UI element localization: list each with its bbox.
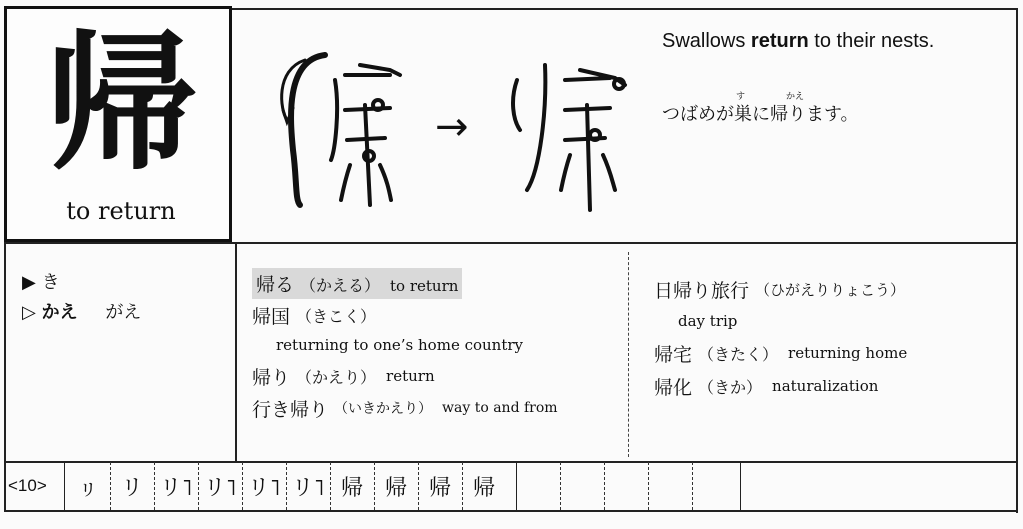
vocab-gloss: day trip [678, 312, 738, 330]
example-english-before: Swallows [662, 30, 751, 52]
vocab-item [252, 360, 624, 392]
vocab-kana: （きか） [698, 377, 763, 397]
stroke-step-2: リ [120, 475, 143, 501]
vocab-divider [628, 252, 629, 457]
vocab-gloss: naturalization [772, 377, 879, 395]
vocab-list-right [654, 272, 1014, 402]
stroke-step-5: リ˥ [247, 475, 281, 501]
ancient-form-1 [282, 55, 400, 205]
kun-reading: き [41, 272, 60, 293]
on-marker: ▷ [22, 302, 36, 323]
frame-divider-horizontal [4, 242, 1017, 244]
vocab-kana: （きこく） [296, 306, 377, 326]
vocab-item [654, 336, 1014, 370]
on-reading-main: かえ [41, 302, 78, 323]
origin-arrow: → [435, 104, 469, 150]
kun-marker: ▶ [22, 272, 36, 293]
vocab-item [252, 300, 624, 330]
stroke-step-8: 帰 [384, 475, 407, 501]
kanji-meaning: to return [66, 197, 176, 225]
frame-left [4, 242, 6, 512]
example-english-bold: return [750, 30, 809, 52]
ruby-su: す [736, 92, 746, 102]
example-english-after: to their nests. [808, 30, 935, 52]
vocab-kana: （きたく） [698, 344, 779, 364]
stroke-step-9: 帰 [428, 475, 451, 501]
vocab-item [252, 266, 624, 300]
kun-reading-row [22, 268, 141, 298]
on-reading-row [22, 298, 141, 328]
vocab-kana: （いきかえり） [334, 401, 433, 417]
vocab-word: 日帰り旅行 [654, 279, 750, 302]
vocab-item [654, 306, 1014, 336]
origin-illustration [265, 50, 645, 220]
stroke-divider [604, 462, 605, 510]
vocab-gloss: to return [390, 276, 459, 295]
vocab-gloss: returning home [788, 344, 908, 362]
example-japanese: つばめが巣に帰ります。 [662, 104, 859, 125]
readings [22, 268, 141, 328]
stroke-divider [648, 462, 649, 510]
vocab-kana: （ひがえりりょこう） [755, 280, 906, 299]
stroke-step-4: リ˥ [203, 475, 237, 501]
vocab-item [654, 370, 1014, 402]
stroke-divider [64, 462, 65, 510]
vocab-word: 帰る [256, 273, 295, 296]
vocab-word: 帰り [252, 366, 291, 389]
example-english [662, 30, 934, 53]
vocab-gloss: way to and from [442, 400, 558, 416]
vocab-list-left [252, 266, 624, 424]
on-reading-alt: がえ [105, 302, 142, 323]
vocab-word: 帰国 [252, 305, 291, 328]
frame-top [232, 8, 1017, 10]
vocab-gloss: return [386, 367, 435, 385]
ancient-form-2 [513, 65, 625, 210]
stroke-divider [740, 462, 741, 510]
vocab-word: 帰宅 [654, 343, 693, 366]
stroke-step-6: リ˥ [291, 475, 325, 501]
vocab-item [654, 272, 1014, 306]
stroke-step-10: 帰 [472, 475, 495, 501]
stroke-divider [516, 462, 517, 510]
frame-divider-vertical [235, 242, 237, 462]
vocab-kana: （かえる） [300, 275, 381, 295]
vocab-highlight [252, 268, 462, 299]
vocab-gloss: returning to one’s home country [276, 336, 524, 354]
vocab-item [252, 330, 624, 360]
vocab-word: 行き帰り [252, 398, 329, 421]
frame-right [1016, 8, 1018, 513]
vocab-item [252, 392, 624, 424]
stroke-step-3: リ˥ [159, 475, 193, 501]
vocab-kana: （かえり） [296, 367, 377, 387]
kanji-box [4, 6, 232, 242]
stroke-divider [692, 462, 693, 510]
stroke-count: <10> [8, 476, 47, 495]
stroke-row-bottom [4, 510, 1017, 512]
vocab-word: 帰化 [654, 376, 693, 399]
kanji-character: 帰 [45, 17, 196, 191]
stroke-divider [560, 462, 561, 510]
stroke-step-7: 帰 [340, 475, 363, 501]
ruby-kae: かえ [786, 92, 805, 102]
stroke-step-1: ㇼ [76, 475, 99, 501]
